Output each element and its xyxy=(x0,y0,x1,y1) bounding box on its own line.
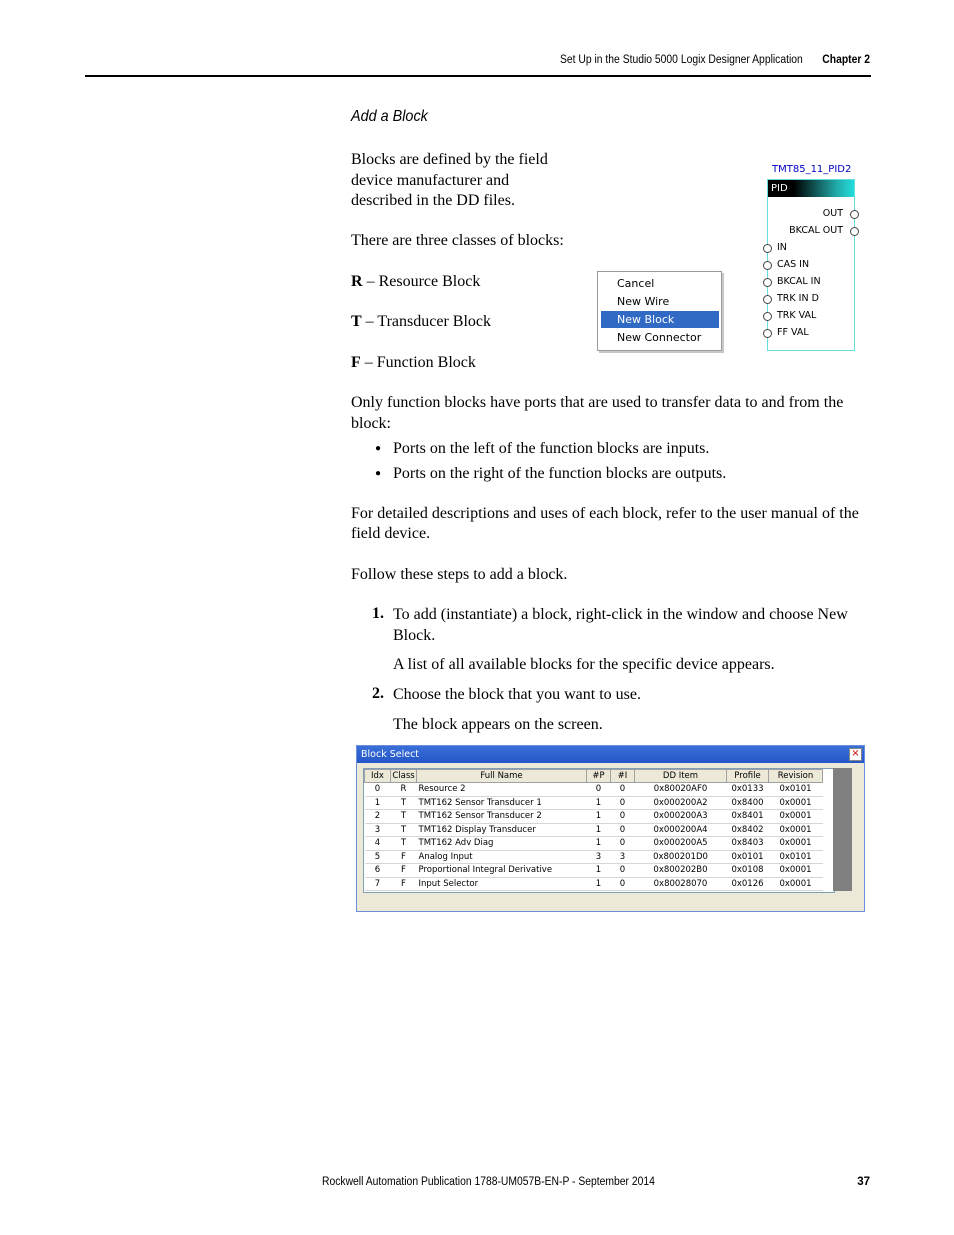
menu-item-new-connector[interactable]: New Connector xyxy=(617,331,702,344)
table-cell: 2 xyxy=(365,810,391,824)
output-port-icon[interactable] xyxy=(850,227,859,236)
class-letter: R xyxy=(351,273,363,290)
table-cell: 0x8401 xyxy=(727,810,769,824)
table-cell: 3 xyxy=(365,823,391,837)
pid-block-type: PID xyxy=(768,180,854,197)
table-cell: 0 xyxy=(587,783,611,797)
table-cell: Resource 2 xyxy=(417,783,587,797)
table-cell: Proportional Integral Derivative xyxy=(417,864,587,878)
table-cell: 0x8400 xyxy=(727,796,769,810)
bullet-icon: ● xyxy=(375,468,382,479)
input-port-icon[interactable] xyxy=(763,278,772,287)
table-row[interactable] xyxy=(365,796,823,810)
table-row[interactable] xyxy=(365,810,823,824)
intro-line-1: Blocks are defined by the field xyxy=(351,151,548,168)
bullet-text: Ports on the right of the function blocks are outputs. xyxy=(393,465,727,482)
class-text: – Resource Block xyxy=(362,273,481,290)
intro-line-3: described in the DD files. xyxy=(351,192,515,209)
table-cell: 0 xyxy=(611,783,635,797)
class-letter: T xyxy=(351,313,362,330)
port-in-label: IN xyxy=(777,242,787,253)
class-text: – Transducer Block xyxy=(361,313,491,330)
column-header[interactable]: Profile xyxy=(727,770,769,783)
table-row[interactable] xyxy=(365,823,823,837)
table-cell: 1 xyxy=(365,796,391,810)
page-header xyxy=(0,52,954,72)
table-cell: F xyxy=(391,850,417,864)
table-cell: 0x800202B0 xyxy=(635,864,727,878)
class-letter: F xyxy=(351,354,361,371)
table-cell: TMT162 Sensor Transducer 1 xyxy=(417,796,587,810)
table-cell: Input Selector xyxy=(417,877,587,891)
table-cell: T xyxy=(391,810,417,824)
table-cell: 0x0001 xyxy=(769,864,823,878)
table-cell: 0 xyxy=(365,783,391,797)
table-cell: 0x800201D0 xyxy=(635,850,727,864)
table-cell: 5 xyxy=(365,850,391,864)
port-cas-in-label: CAS IN xyxy=(777,259,810,270)
dialog-title: Block Select xyxy=(357,746,864,763)
step-text-line-1: Choose the block that you want to use. xyxy=(393,686,641,703)
port-bkcal-in-label: BKCAL IN xyxy=(777,276,821,287)
input-port-icon[interactable] xyxy=(763,329,772,338)
footer-publication: Rockwell Automation Publication 1788-UM057B-EN-P - September 2014 xyxy=(322,1176,655,1188)
output-port-icon[interactable] xyxy=(850,210,859,219)
menu-item-new-block[interactable]: New Block xyxy=(601,311,719,328)
table-cell: 0x0001 xyxy=(769,877,823,891)
page-number: 37 xyxy=(857,1176,870,1188)
header-chapter: Chapter 2 xyxy=(822,54,870,66)
table-cell: 0 xyxy=(611,823,635,837)
table-cell: TMT162 Adv Diag xyxy=(417,837,587,851)
column-header[interactable]: Idx xyxy=(365,770,391,783)
table-cell: 0x0126 xyxy=(727,877,769,891)
table-cell: 0x000200A5 xyxy=(635,837,727,851)
column-header[interactable]: Class xyxy=(392,771,415,781)
table-cell: F xyxy=(391,877,417,891)
input-port-icon[interactable] xyxy=(763,312,772,321)
vertical-scrollbar[interactable] xyxy=(833,768,852,891)
follow-steps: Follow these steps to add a block. xyxy=(351,566,568,583)
step-number: 2. xyxy=(372,685,384,702)
table-row[interactable] xyxy=(365,850,823,864)
detail-line-1: For detailed descriptions and uses of each block, refer to the user manual of the xyxy=(351,505,859,522)
step-result: The block appears on the screen. xyxy=(393,716,603,733)
table-cell: 1 xyxy=(587,810,611,824)
input-port-icon[interactable] xyxy=(763,295,772,304)
table-cell: 0x000200A4 xyxy=(635,823,727,837)
column-header[interactable]: #P xyxy=(587,770,611,783)
bullet-text: Ports on the left of the function blocks are inputs. xyxy=(393,440,710,457)
class-resource xyxy=(351,272,480,293)
table-cell: 0x0101 xyxy=(769,783,823,797)
table-cell: 4 xyxy=(365,837,391,851)
detail-line-2: field device. xyxy=(351,525,431,542)
column-header[interactable]: Full Name xyxy=(417,770,587,783)
table-cell: 7 xyxy=(365,877,391,891)
table-cell: TMT162 Sensor Transducer 2 xyxy=(417,810,587,824)
block-select-dialog xyxy=(356,745,865,912)
menu-item-new-wire[interactable]: New Wire xyxy=(617,295,670,308)
port-ff-val-label: FF VAL xyxy=(777,327,809,338)
table-cell: 1 xyxy=(587,864,611,878)
ports-intro-line-2: block: xyxy=(351,415,391,432)
table-cell: T xyxy=(391,823,417,837)
table-cell: 0 xyxy=(611,837,635,851)
table-cell: 6 xyxy=(365,864,391,878)
table-cell: 0 xyxy=(611,810,635,824)
step-result: A list of all available blocks for the specific device appears. xyxy=(393,656,775,673)
table-cell: TMT162 Display Transducer xyxy=(417,823,587,837)
table-cell: 3 xyxy=(587,850,611,864)
table-cell: 3 xyxy=(611,850,635,864)
port-trk-in-d-label: TRK IN D xyxy=(777,293,819,304)
intro-line-2: device manufacturer and xyxy=(351,172,510,189)
pid-block[interactable] xyxy=(767,179,855,351)
table-cell: 0x000200A2 xyxy=(635,796,727,810)
table-cell: 0x80020AF0 xyxy=(635,783,727,797)
table-cell: 0x0108 xyxy=(727,864,769,878)
input-port-icon[interactable] xyxy=(763,244,772,253)
port-trk-val-label: TRK VAL xyxy=(777,310,817,321)
block-list xyxy=(363,768,835,893)
table-cell: 0x0001 xyxy=(769,810,823,824)
header-title: Set Up in the Studio 5000 Logix Designer Application xyxy=(560,54,803,66)
table-cell: 0x0133 xyxy=(727,783,769,797)
table-cell: 0x0001 xyxy=(769,796,823,810)
table-cell: 0 xyxy=(611,864,635,878)
table-cell: T xyxy=(391,796,417,810)
table-row[interactable] xyxy=(365,877,823,891)
class-function xyxy=(351,353,476,374)
class-transducer xyxy=(351,312,491,333)
pid-block-name: TMT85_11_PID2 xyxy=(772,164,852,175)
column-header[interactable]: DD Item xyxy=(635,770,727,783)
table-cell: F xyxy=(391,864,417,878)
table-cell: 0x8402 xyxy=(727,823,769,837)
class-text: – Function Block xyxy=(360,354,476,371)
table-cell: Analog Input xyxy=(417,850,587,864)
table-cell: 0x000200A3 xyxy=(635,810,727,824)
context-menu xyxy=(597,271,722,351)
column-header[interactable]: #I xyxy=(611,770,635,783)
ports-intro-line-1: Only function blocks have ports that are used to transfer data to and from the xyxy=(351,394,844,411)
table-cell: 0x80028070 xyxy=(635,877,727,891)
block-table xyxy=(364,769,823,891)
input-port-icon[interactable] xyxy=(763,261,772,270)
port-out-label: OUT xyxy=(822,208,843,219)
table-cell: 0x0101 xyxy=(727,850,769,864)
table-cell: 1 xyxy=(587,837,611,851)
table-cell: 0 xyxy=(611,796,635,810)
table-row[interactable] xyxy=(365,864,823,878)
step-number: 1. xyxy=(372,605,384,622)
table-cell: 0x0001 xyxy=(769,823,823,837)
header-rule xyxy=(85,75,871,77)
port-bkcal-out-label: BKCAL OUT xyxy=(789,225,843,236)
section-heading: Add a Block xyxy=(351,108,428,125)
table-cell: 0x0101 xyxy=(769,850,823,864)
table-cell: 0 xyxy=(611,877,635,891)
table-cell: T xyxy=(391,837,417,851)
bullet-icon: ● xyxy=(375,443,382,454)
step-text-line-2: Block. xyxy=(393,627,436,644)
menu-item-cancel[interactable]: Cancel xyxy=(617,277,655,290)
step-text-line-1: To add (instantiate) a block, right-click in the window and choose New xyxy=(393,606,848,623)
classes-intro: There are three classes of blocks: xyxy=(351,232,564,249)
column-header[interactable]: Revision xyxy=(769,770,823,783)
close-icon[interactable]: × xyxy=(849,748,862,761)
table-cell: 1 xyxy=(587,823,611,837)
table-row[interactable] xyxy=(365,783,823,797)
table-cell: 0x0001 xyxy=(769,837,823,851)
table-cell: 1 xyxy=(587,877,611,891)
table-cell: R xyxy=(391,783,417,797)
table-row[interactable] xyxy=(365,837,823,851)
table-cell: 0x8403 xyxy=(727,837,769,851)
table-cell: 1 xyxy=(587,796,611,810)
